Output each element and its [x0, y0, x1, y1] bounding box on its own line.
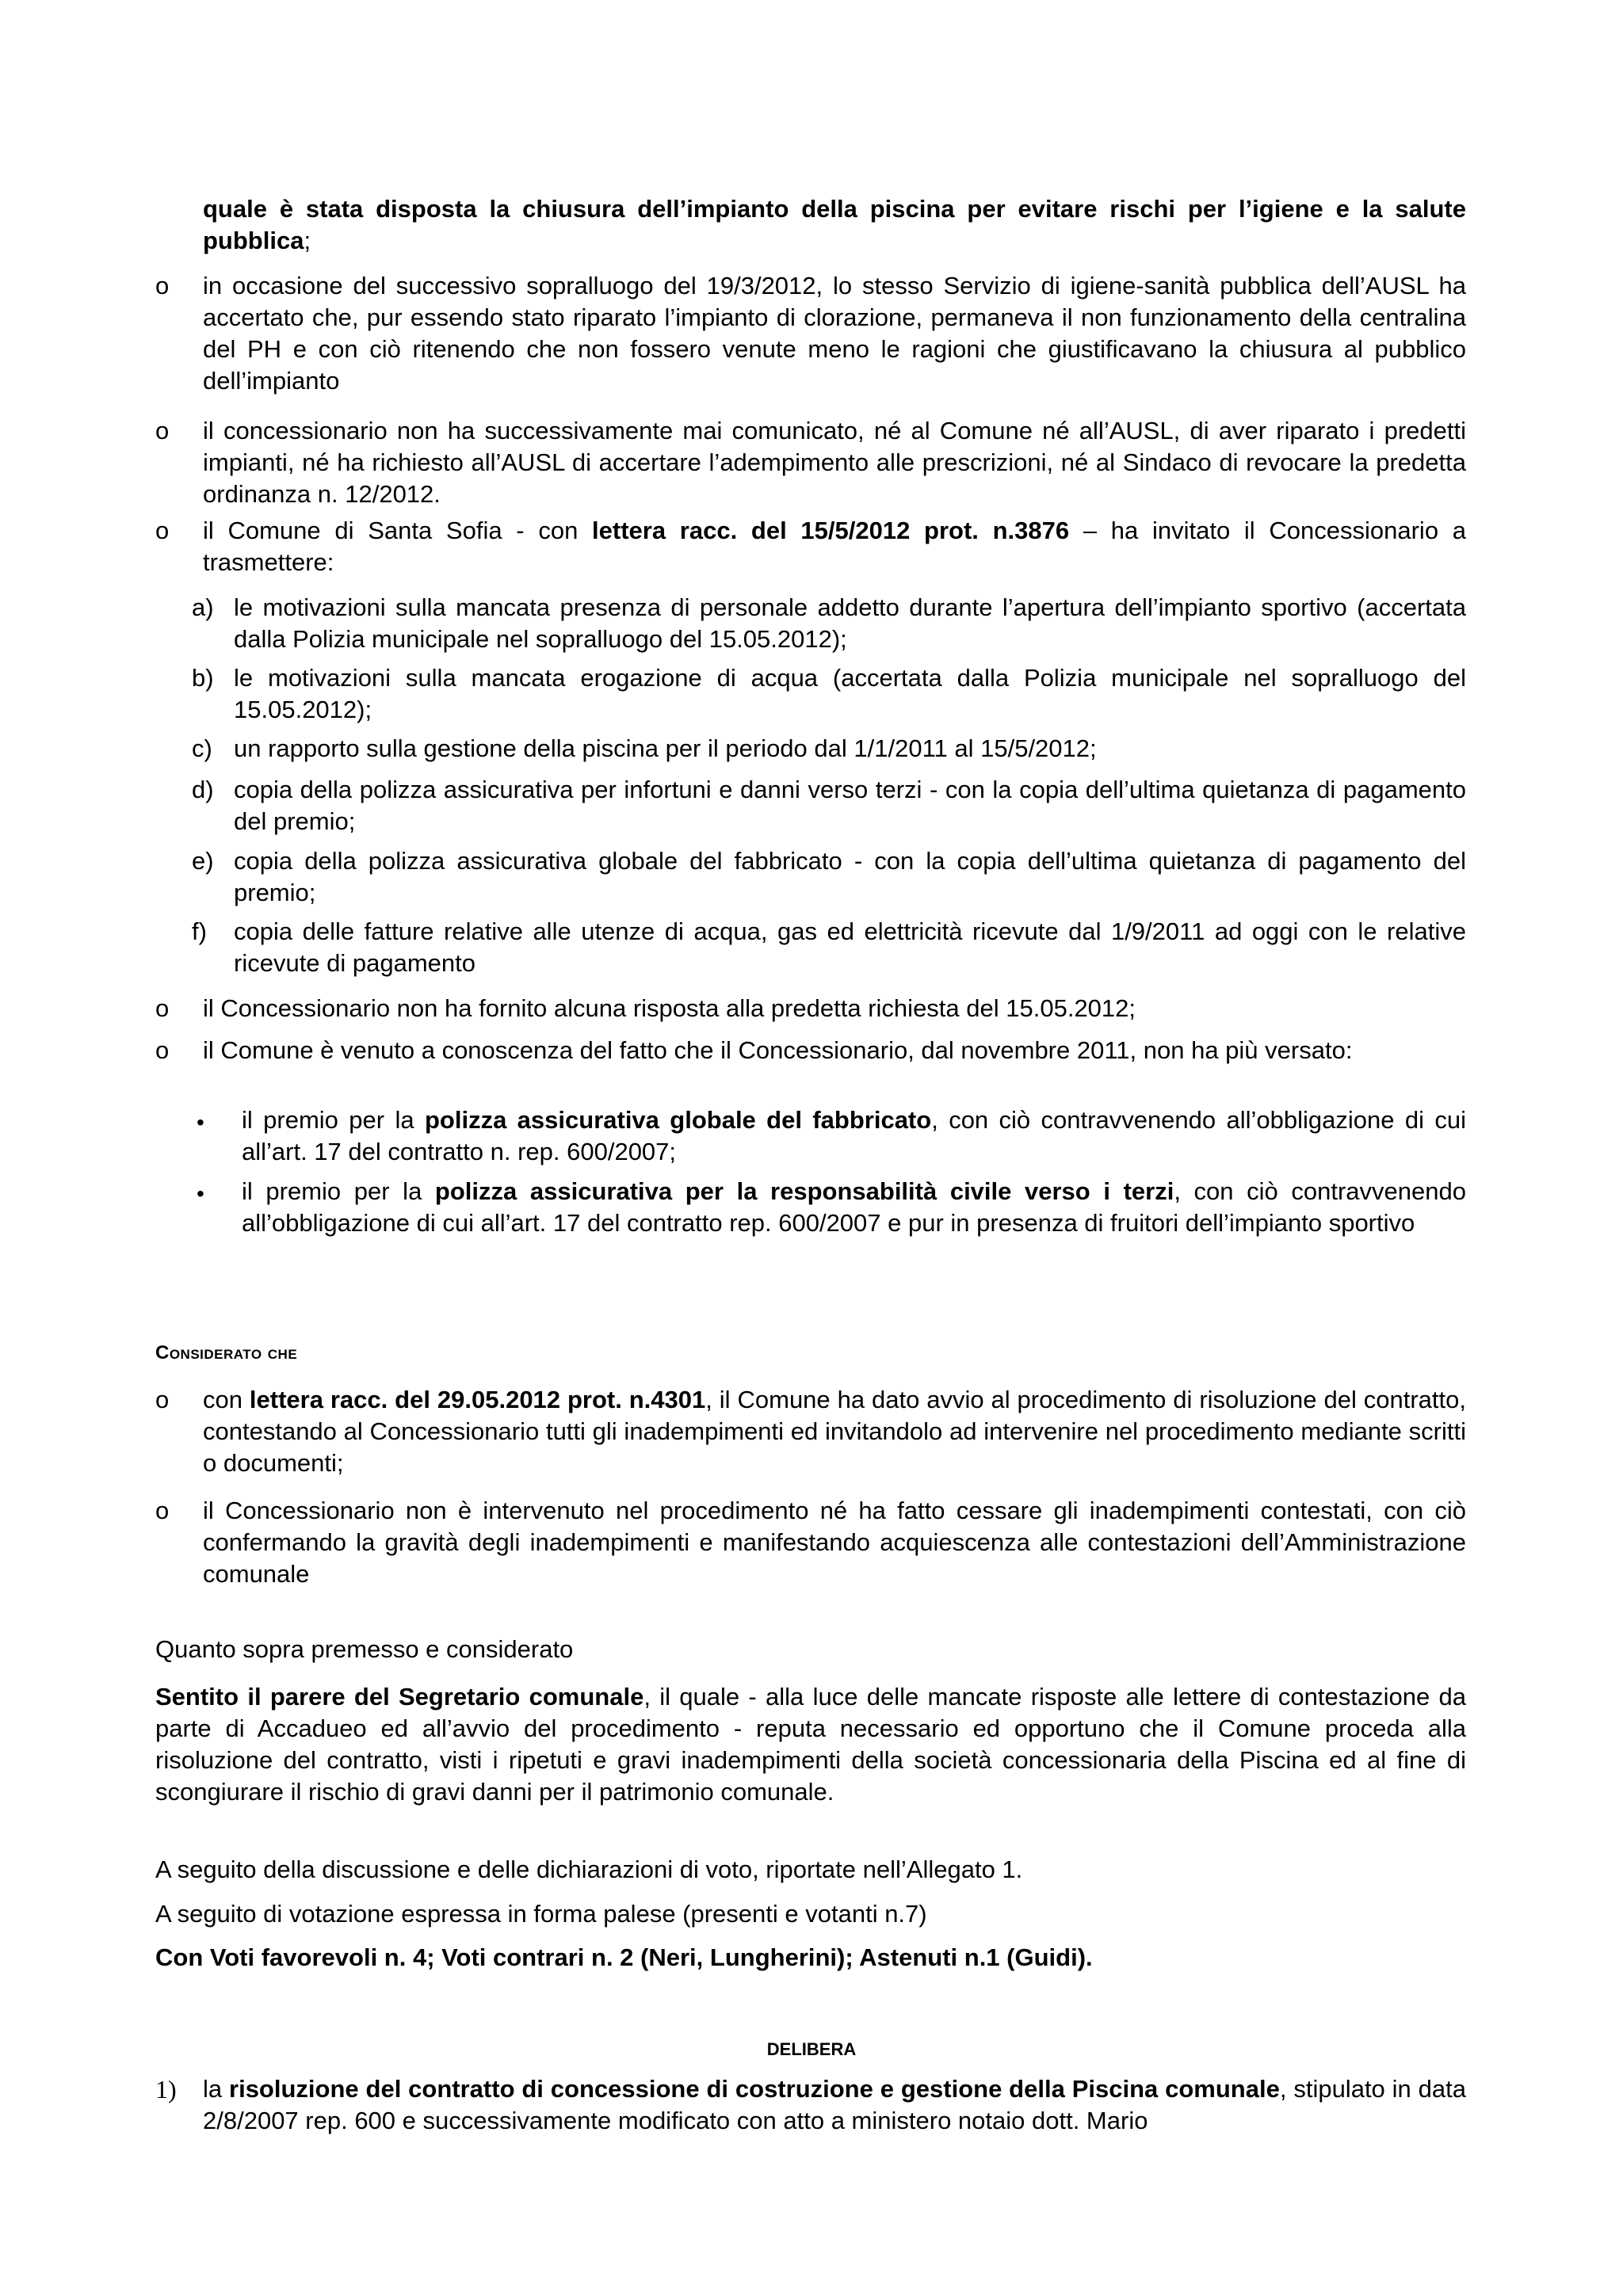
bold-run: Sentito il parere del Segretario comunale [155, 1683, 644, 1711]
list-marker: o [155, 417, 170, 444]
list-marker: o [155, 1386, 170, 1413]
bullet-item-polizza-rc [242, 1176, 1466, 1239]
continuation-bold: quale è stata disposta la chiusura dell’impianto della piscina per evitare rischi per l’igiene e la salute pubblica [203, 195, 1466, 254]
text-run: il premio per la [242, 1106, 425, 1134]
letter-label: b) [192, 664, 214, 692]
list-item-concessionario: il concessionario non ha successivamente mai comunicato, né al Comune né all’AUSL, di aver riparato i predetti impianti, né ha richiesto all’AUSL di accertare l’adempimento alle prescrizioni, né al Sindaco di revocare la predetta ordinanza n. 12/2012. [203, 417, 1466, 508]
letter-item-e: copia della polizza assicurativa globale del fabbricato - con la copia dell’ultima quietanza di pagamento del premio; [234, 847, 1466, 906]
bold-run: lettera racc. del 15/5/2012 prot. n.3876 [592, 517, 1070, 544]
paragraph-seguito-discussione: A seguito della discussione e delle dichiarazioni di voto, riportate nell’Allegato 1. [155, 1855, 1023, 1883]
letter-label: a) [192, 593, 214, 621]
continuation-paragraph [203, 193, 1466, 257]
letter-label: e) [192, 847, 214, 875]
letter-item-d: copia della polizza assicurativa per infortuni e danni verso terzi - con la copia dell’ultima quietanza di pagamento del premio; [234, 776, 1466, 835]
paragraph-premesso: Quanto sopra premesso e considerato [155, 1635, 574, 1663]
list-item-comune-invito [203, 515, 1466, 578]
text-run: , il quale - alla luce delle mancate risposte alle lettere di contestazione da parte di Accadueo ed all’avvio del procedimento - reputa necessario ed opportuno che il Comune proceda alla risoluzione del contratto, visti i ripetuti e gravi inadempimenti della società concessionaria della Piscina ed al fine di scongiurare il rischio di gravi danni per il patrimonio comunale. [155, 1683, 1466, 1806]
bullet-item-polizza-globale [242, 1104, 1466, 1168]
list-marker: o [155, 994, 170, 1022]
bold-run: lettera racc. del 29.05.2012 prot. n.4301 [249, 1386, 706, 1413]
section-heading-delibera: DELIBERA [766, 2039, 857, 2059]
bold-run: risoluzione del contratto di concessione di costruzione e gestione della Piscina comunale [229, 2075, 1280, 2103]
text-run: il Comune di Santa Sofia - con [203, 517, 593, 544]
text-run: , il Comune ha dato avvio al procedimento di risoluzione del contratto, contestando al Concessionario tutti gli inadempimenti ed invitandolo ad intervenire nel procedimento mediante scritti o documenti; [203, 1386, 1466, 1477]
section-heading-considerato: Considerato che [155, 1342, 298, 1363]
delibera-item-risoluzione [203, 2073, 1466, 2137]
considerato-item-non-intervenuto: il Concessionario non è intervenuto nel procedimento né ha fatto cessare gli inadempimenti contestati, con ciò confermando la gravità degli inadempimenti e manifestando acquiescenza alle contestazioni dell’Amministrazione comunale [203, 1497, 1466, 1588]
continuation-tail: ; [304, 227, 311, 254]
paragraph-sentito [155, 1681, 1466, 1808]
letter-item-b: le motivazioni sulla mancata erogazione di acqua (accertata dalla Polizia municipale nel sopralluogo del 15.05.2012); [234, 664, 1466, 723]
bullet-marker: • [197, 1110, 204, 1135]
text-run: con [203, 1386, 250, 1413]
letter-item-f: copia delle fatture relative alle utenze di acqua, gas ed elettricità ricevute dal 1/9/2011 ad oggi con le relative ricevute di pagamento [234, 917, 1466, 977]
list-item-sopralluogo: in occasione del successivo sopralluogo del 19/3/2012, lo stesso Servizio di igiene-sanità pubblica dell’AUSL ha accertato che, pur essendo stato riparato l’impianto di clorazione, permaneva il non funzionamento della centralina del PH e con ciò ritenendo che non fossero venute meno le ragioni che giustificavano la chiusura al pubblico dell’impianto [203, 272, 1466, 395]
list-marker: o [155, 272, 170, 299]
letter-item-c: un rapporto sulla gestione della piscina per il periodo dal 1/1/2011 al 15/5/2012; [234, 734, 1097, 762]
paragraph-voti: Con Voti favorevoli n. 4; Voti contrari n. 2 (Neri, Lungherini); Astenuti n.1 (Guidi). [155, 1943, 1093, 1971]
paragraph-seguito-votazione: A seguito di votazione espressa in forma palese (presenti e votanti n.7) [155, 1900, 927, 1928]
letter-label: c) [192, 734, 212, 762]
list-item-non-versato: il Comune è venuto a conoscenza del fatto che il Concessionario, dal novembre 2011, non ha più versato: [203, 1036, 1353, 1064]
bullet-marker: • [197, 1181, 204, 1206]
letter-label: f) [192, 917, 207, 945]
text-run: – ha invitato il Concessionario a trasmettere: [203, 517, 1467, 576]
text-run: , stipulato in data 2/8/2007 rep. 600 e successivamente modificato con atto a ministero notaio dott. Mario [203, 2075, 1466, 2134]
text-run: , con ciò contravvenendo all’obbligazione di cui all’art. 17 del contratto n. rep. 600/2007; [242, 1106, 1467, 1165]
delibera-number: 1) [155, 2075, 177, 2103]
list-marker: o [155, 517, 170, 544]
letter-label: d) [192, 776, 214, 803]
considerato-item-lettera [203, 1384, 1466, 1479]
letter-item-a: le motivazioni sulla mancata presenza di personale addetto durante l’apertura dell’impianto sportivo (accertata dalla Polizia municipale nel sopralluogo del 15.05.2012); [234, 593, 1466, 653]
bold-run: polizza assicurativa globale del fabbricato [424, 1106, 932, 1134]
text-run: il premio per la [242, 1177, 435, 1205]
bold-run: polizza assicurativa per la responsabilità civile verso i terzi [434, 1177, 1174, 1205]
list-marker: o [155, 1036, 170, 1064]
list-marker: o [155, 1497, 170, 1524]
text-run: la [203, 2075, 230, 2103]
text-run: , con ciò contravvenendo all’obbligazione di cui all’art. 17 del contratto rep. 600/2007 e pur in presenza di fruitori dell’impianto sportivo [242, 1177, 1466, 1237]
list-item-nessuna-risposta: il Concessionario non ha fornito alcuna risposta alla predetta richiesta del 15.05.2012; [203, 994, 1136, 1022]
